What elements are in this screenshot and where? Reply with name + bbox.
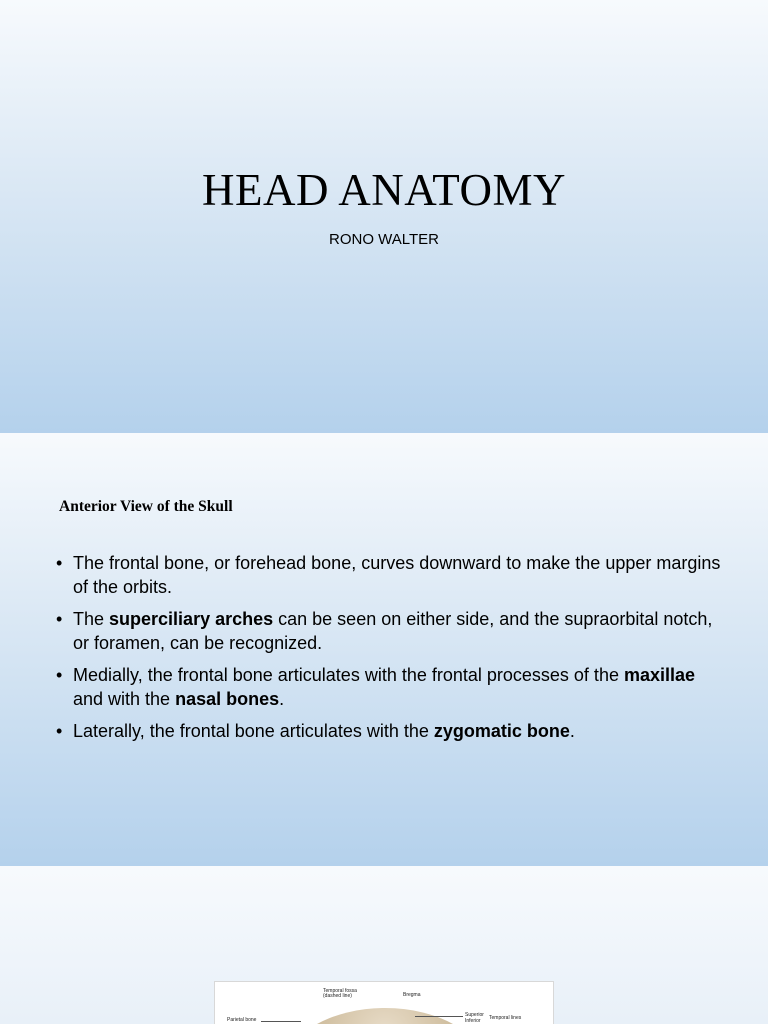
figure-label: Parietal bone: [227, 1017, 257, 1023]
slide-title: HEAD ANATOMY: [202, 165, 566, 215]
bullet-list: [56, 551, 726, 751]
leader-line: [415, 1016, 463, 1017]
content-slide: [0, 433, 768, 866]
bullet-text: Medially, the frontal bone articulates with the frontal processes of the: [73, 665, 624, 685]
title-slide: [0, 0, 768, 433]
bullet-bold-term: nasal bones: [175, 689, 280, 709]
figure-slide: [0, 866, 768, 1024]
bullet-item: [56, 663, 726, 711]
figure-label: Temporal fossa (dashed line): [323, 988, 357, 999]
bullet-text: and with the: [73, 689, 176, 709]
bullet-text: The: [73, 609, 110, 629]
bullet-text: Laterally, the frontal bone articulates with the: [73, 721, 434, 741]
slide-subtitle: RONO WALTER: [328, 231, 439, 248]
bullet-item: [56, 551, 726, 599]
bullet-text: The frontal bone, or forehead bone, curves downward to make the upper margins of the orbits.: [73, 553, 721, 597]
figure-label: Bregma: [403, 992, 421, 998]
bullet-bold-term: zygomatic bone: [433, 721, 570, 741]
figure-label: Temporal lines: [489, 1015, 522, 1021]
figure-label: Superior: [465, 1012, 484, 1018]
bullet-item: [56, 719, 726, 743]
slide-heading: Anterior View of the Skull: [59, 498, 233, 515]
figure-label: Inferior: [465, 1018, 481, 1024]
leader-line: [261, 1021, 301, 1022]
bullet-text: can be seen on either side, and the supraorbital notch, or foramen, can be recognized.: [73, 609, 713, 653]
skull-figure: [214, 981, 554, 1024]
bullet-text: .: [279, 689, 285, 709]
bullet-bold-term: superciliary arches: [109, 609, 274, 629]
bullet-text: .: [569, 721, 575, 741]
bullet-bold-term: maxillae: [623, 665, 696, 685]
bullet-item: [56, 607, 726, 655]
